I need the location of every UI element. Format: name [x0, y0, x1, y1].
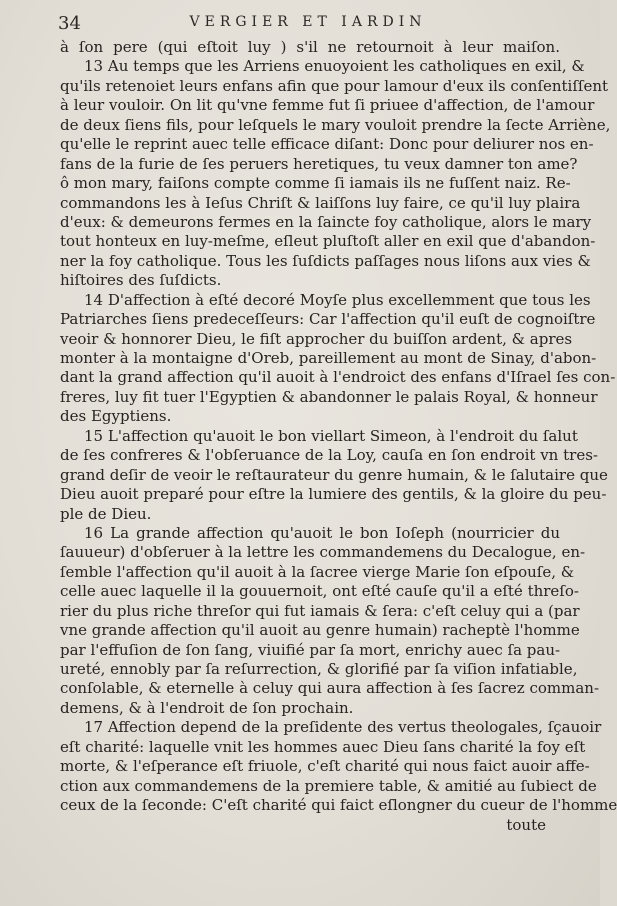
text-line: demens, & à l'endroit de ſon prochain.	[60, 698, 354, 717]
text-line: Patriarches ſiens predeceſſeurs: Car l'affection qu'il euſt de cognoiſtre	[60, 310, 596, 329]
text-line: celle auec laquelle il la gouuernoit, ont eſté cauſe qu'il a eſté threſo-	[60, 582, 579, 601]
text-line: eſt charité: laquelle vnit les hommes auec Dieu ſans charité la foy eſt	[60, 737, 586, 756]
text-line: rier du plus riche threſor qui fut iamais & ſera: c'eſt celuy qui a (par	[60, 601, 580, 620]
text-line: ner la foy catholique. Tous les ſuſdicts paſſages nous liſons aux vies &	[60, 251, 591, 270]
text-line: de ſes confreres & l'obſeruance de la Loy, cauſa en ſon endroit vn tres-	[60, 446, 598, 465]
text-line: commandons les à Ieſus Chriſt & laiſſons luy faire, ce qu'il luy plaira	[60, 193, 581, 212]
text-line: ſemble l'affection qu'il auoit à la ſacree vierge Marie ſon eſpouſe, &	[60, 562, 575, 581]
text-line: 16 La grande affection qu'auoit le bon Ioſeph (nourricier du	[84, 523, 560, 542]
running-title: VERGIER ET IARDIN	[189, 14, 427, 30]
text-line: ô mon mary, faiſons compte comme ſi iamais ils ne fuſſent naiz. Re-	[60, 174, 571, 193]
text-line: monter à la montaigne d'Oreb, pareillement au mont de Sinay, d'abon-	[60, 349, 597, 367]
text-line: grand deſir de veoir le reſtaurateur du genre humain, & le ſalutaire que	[60, 465, 608, 484]
text-line: ſauueur) d'obſeruer à la lettre les commandemens du Decalogue, en-	[60, 543, 586, 562]
text-line: hiſtoires des ſuſdicts.	[60, 271, 222, 290]
text-line: Dieu auoit preparé pour eſtre la lumiere des gentils, & la gloire du peu-	[60, 485, 607, 504]
text-line: qu'ils retenoiet leurs enfans afin que pour lamour d'eux ils conſentiſſent	[60, 76, 609, 95]
text-line: ction aux commandemens de la premiere table, & amitié au ſubiect de	[60, 776, 597, 795]
text-line: veoir & honnorer Dieu, le fiſt approcher du buiſſon ardent, & apres	[60, 329, 573, 348]
text-line: par l'effuſion de ſon ſang, viuifié par ſa mort, enrichy auec ſa pau-	[60, 640, 561, 659]
text-line: freres, luy fit tuer l'Egyptien & abandonner le palais Royal, & honneur	[60, 387, 598, 406]
text-line: 17 Affection depend de la preſidente des vertus theologales, ſçauoir	[84, 718, 602, 737]
text-line: 14 D'affection à eſté decoré Moyſe plus excellemment que tous les	[84, 290, 591, 309]
page-number: 34	[58, 13, 81, 34]
text-line: morte, & l'eſperance eſt friuole, c'eſt charité qui nous faict auoir affe-	[60, 757, 590, 776]
text-line: à ſon pere (qui eſtoit luy ) s'il ne retournoit à leur maiſon.	[60, 38, 560, 56]
body-text	[60, 38, 617, 835]
text-line: dant la grand affection qu'il auoit à l'endroict des enfans d'Iſrael ſes con-	[60, 368, 616, 387]
text-line: des Egyptiens.	[60, 407, 172, 426]
text-line: 13 Au temps que les Arriens enuoyoient les catholiques en exil, &	[84, 57, 585, 76]
text-line: ureté, ennobly par ſa reſurrection, & glorifié par ſa viſion infatiable,	[60, 660, 578, 678]
text-line: qu'elle le reprint auec telle efficace diſant: Donc pour deliurer nos en-	[60, 135, 594, 154]
text-line: ceux de la ſeconde: C'eſt charité qui faict eſlongner du cueur de l'homme	[60, 796, 617, 815]
page-header	[58, 13, 558, 37]
text-line: d'eux: & demeurons fermes en la ſaincte foy catholique, alors le mary	[60, 212, 592, 231]
text-line: ple de Dieu.	[60, 504, 152, 523]
text-line: 15 L'affection qu'auoit le bon viellart Simeon, à l'endroit du ſalut	[84, 426, 578, 445]
text-line: de deux ſiens fils, pour leſquels le mary vouloit prendre la ſecte Arriène,	[60, 115, 611, 134]
text-line: à leur vouloir. On lit qu'vne femme fut ſi priuee d'affection, de l'amour	[60, 96, 595, 115]
text-line: vne grande affection qu'il auoit au genre humain) racheptè l'homme	[60, 621, 580, 640]
text-line: conſolable, & eternelle à celuy qui aura affection à ſes ſacrez comman-	[60, 679, 600, 698]
text-line: fans de la furie de ſes peruers heretiques, tu veux damner ton ame?	[60, 154, 578, 173]
text-line: tout honteux en luy-meſme, eſleut pluſtoſt aller en exil que d'abandon-	[60, 232, 596, 251]
catchword: toute	[506, 815, 546, 834]
